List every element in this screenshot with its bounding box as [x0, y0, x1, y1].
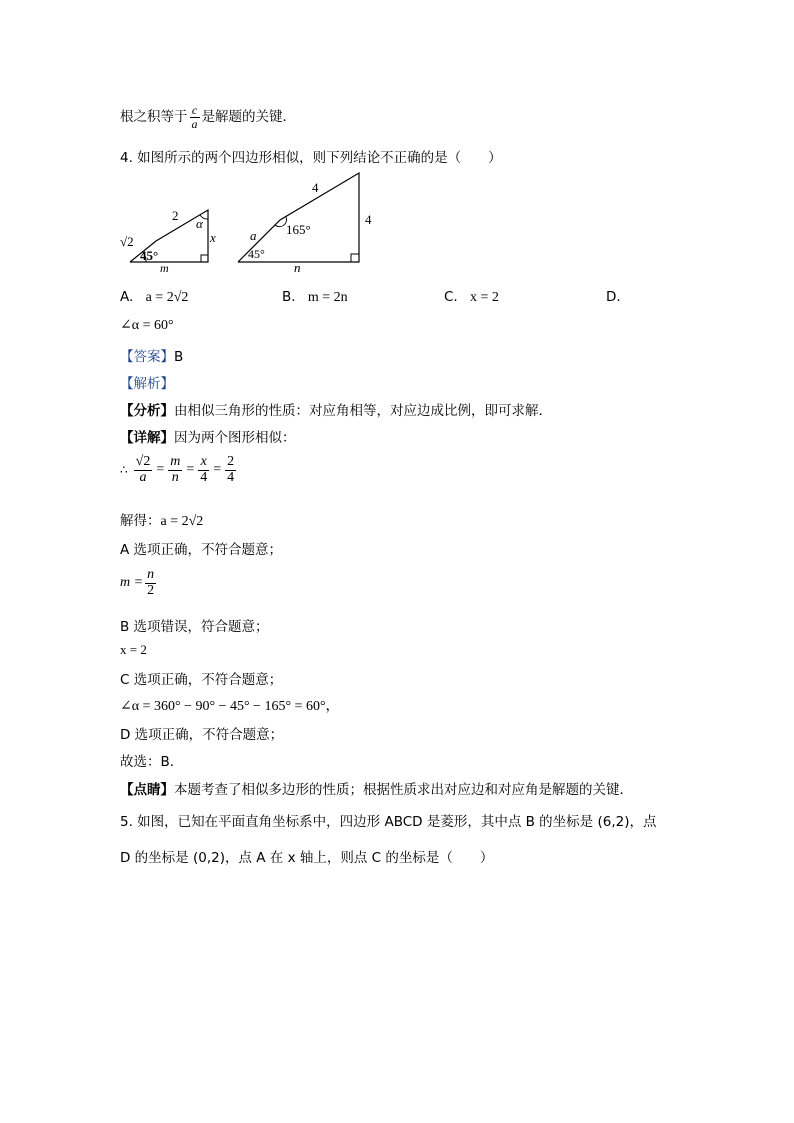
small-side-right: x: [210, 230, 216, 245]
ratio-term-2-den: n: [171, 469, 179, 485]
option-b: [282, 289, 348, 306]
detail-text: 因为两个图形相似：: [174, 430, 296, 446]
ratio-term-3-den: 4: [200, 469, 208, 485]
small-quadrilateral: [120, 208, 216, 275]
choose-line: 故选：B．: [120, 754, 184, 770]
therefore-symbol: ∴: [120, 462, 128, 477]
option-b-expr: m = 2n: [307, 290, 348, 305]
option-c-label: C.: [444, 289, 458, 305]
m-frac-den: 2: [147, 582, 155, 598]
large-side-bottom: n: [294, 260, 301, 275]
m-frac-num: n: [147, 567, 155, 582]
answer-tag: 【答案】: [120, 349, 174, 365]
m-equation-fraction: [145, 568, 156, 598]
option-a-label: A.: [120, 289, 134, 305]
b-wrong: B 选项错误，符合题意；: [120, 619, 269, 635]
answer-value: B: [174, 349, 184, 365]
ratio-term-4: [225, 455, 236, 485]
comment-tag: 【点睛】: [120, 782, 174, 798]
small-side-top: 2: [172, 208, 179, 223]
ratio-term-1-num: √2: [135, 454, 151, 469]
eq-1: =: [156, 462, 165, 478]
a-correct: A 选项正确，不符合题意；: [120, 542, 283, 558]
ratio-term-3-num: x: [198, 455, 209, 471]
intro-fraction: [190, 104, 200, 130]
ratio-term-2-num: m: [170, 454, 181, 469]
small-side-left: √2: [120, 234, 134, 249]
eq-2: =: [186, 462, 195, 478]
option-d-label: D.: [606, 289, 621, 305]
large-side-right: 4: [365, 212, 372, 227]
detail-tag: 【详解】: [120, 430, 174, 446]
d-correct: D 选项正确，不符合题意；: [120, 727, 284, 743]
ratio-term-4-den: 4: [227, 469, 235, 485]
small-angle-45: 45°: [140, 248, 159, 263]
ratio-term-1-den: a: [139, 469, 147, 485]
quadrilateral-figures: [118, 168, 378, 276]
large-quadrilateral: [238, 173, 372, 275]
m-equation-lhs: m =: [120, 575, 144, 591]
option-c-expr: x = 2: [470, 290, 499, 305]
intro-prefix: 根之积等于: [120, 109, 188, 126]
solve-label: 解得：: [120, 513, 161, 529]
option-a: [120, 289, 188, 306]
solve-line: [120, 509, 203, 530]
x-equation: x = 2: [120, 642, 147, 657]
solve-expr: a = 2√2: [160, 514, 204, 529]
question-4: 4. 如图所示的两个四边形相似，则下列结论不正确的是（ ）: [120, 150, 502, 166]
large-side-left: a: [250, 228, 257, 243]
large-angle-165: 165°: [286, 222, 311, 237]
option-d-expr: ∠α = 60°: [120, 318, 174, 333]
ratio-term-3: [198, 455, 209, 485]
eq-3: =: [213, 462, 222, 478]
c-correct: C 选项正确，不符合题意；: [120, 672, 283, 688]
intro-line: [120, 104, 296, 130]
large-side-top: 4: [312, 180, 319, 195]
option-b-label: B.: [282, 289, 296, 305]
ratio-equation: [120, 455, 238, 485]
question-5-line-1: 5. 如图，已知在平面直角坐标系中，四边形 ABCD 是菱形，其中点 B 的坐标是 (6,2)，点: [120, 814, 657, 830]
option-c: [444, 289, 499, 306]
analysis-tag: 【解析】: [120, 376, 174, 392]
large-angle-45: 45°: [248, 247, 265, 261]
frac-numerator: c: [191, 103, 198, 117]
small-side-bottom: m: [160, 261, 169, 275]
question-5-line-2: D 的坐标是 (0,2)，点 A 在 x 轴上，则点 C 的坐标是（ ）: [120, 850, 494, 866]
fenxi-text: 由相似三角形的性质：对应角相等，对应边成比例，即可求解．: [174, 403, 552, 419]
angle-equation: ∠α = 360° − 90° − 45° − 165° = 60°，: [120, 699, 340, 714]
intro-suffix: 是解题的关键．: [201, 109, 296, 126]
frac-denominator: a: [191, 116, 198, 131]
small-angle-alpha: α: [196, 216, 203, 231]
answer-line: [120, 345, 183, 365]
option-a-expr: a = 2√2: [145, 290, 189, 305]
ratio-term-1: [134, 455, 153, 485]
ratio-term-4-num: 2: [227, 454, 235, 469]
fenxi-tag: 【分析】: [120, 403, 174, 419]
comment-line: [120, 778, 633, 798]
fenxi-line: [120, 399, 552, 419]
comment-text: 本题考查了相似多边形的性质；根据性质求出对应边和对应角是解题的关键．: [174, 782, 633, 798]
m-equation: [120, 568, 158, 598]
detail-line: [120, 426, 296, 446]
ratio-term-2: [168, 455, 182, 485]
